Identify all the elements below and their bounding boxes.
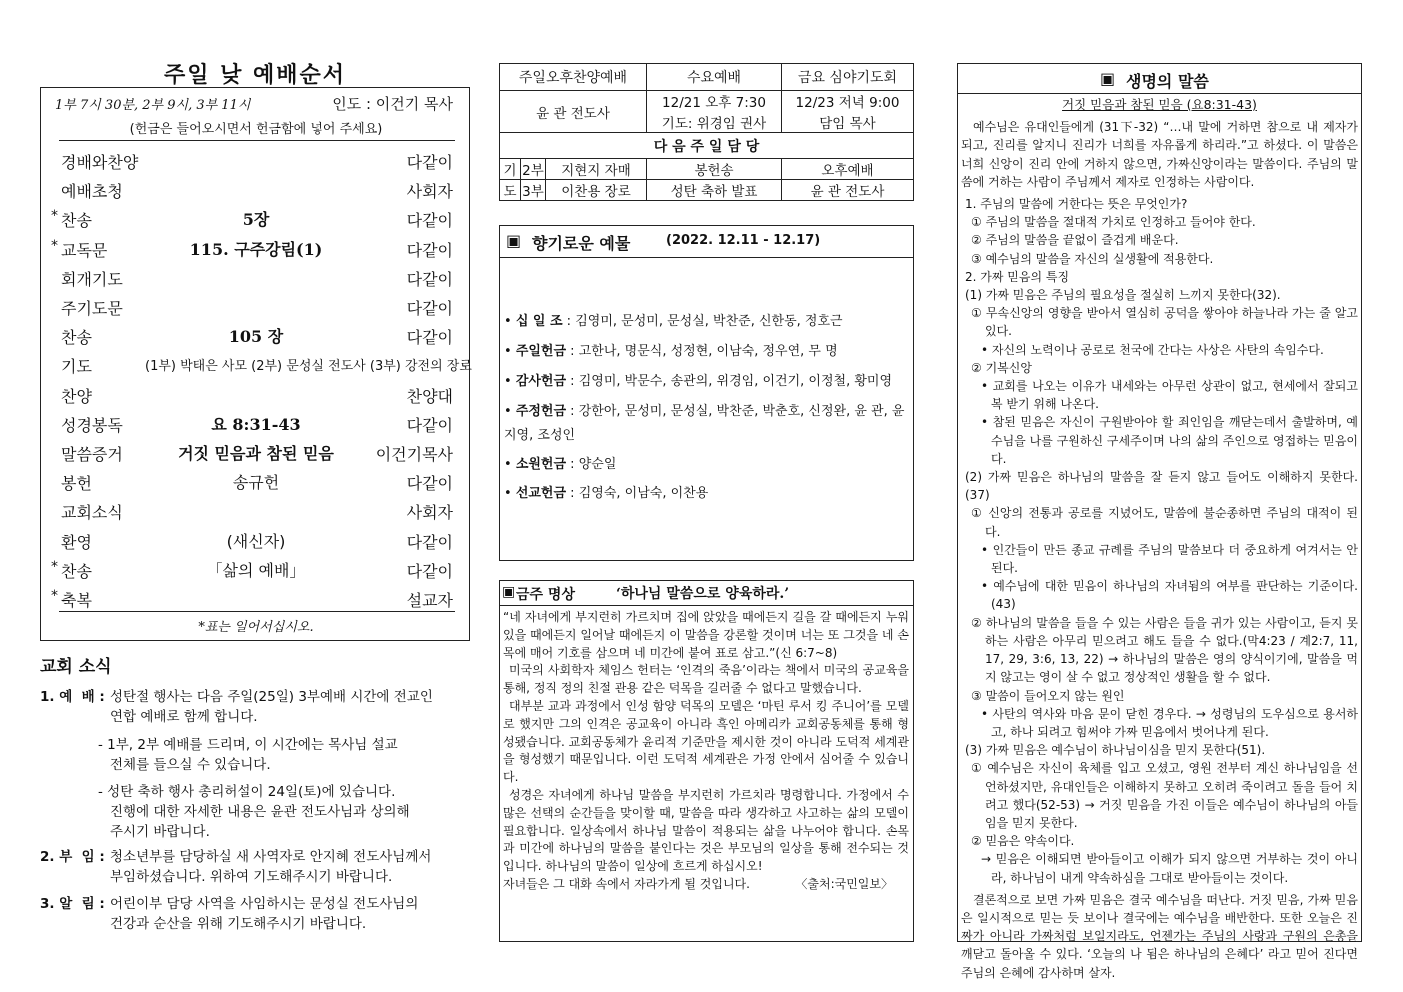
- news-line: - 1부, 2부 예배를 드리며, 이 시간에는 목사님 설교: [98, 737, 398, 753]
- order-item-person: 다같이: [406, 532, 453, 552]
- order-item-detail: 송규헌: [232, 473, 280, 493]
- offering-names: 김영미, 박문수, 송관의, 위경임, 이건기, 이정철, 황미영: [578, 374, 893, 389]
- order-item-label: 성경봉독: [61, 415, 123, 435]
- meditation-paragraph: 대부분 교과 과정에서 인성 함양 덕목의 모델은 ‘마틴 루서 킹 주니어’를 모델로 했지만 그의 인격은 공교육이 아니라 흑인 아메리카 교회공동체를 통해 형성됐습니다. 교회공동체가 윤리적 기준만을 제시한 것이 아니라 도덕적 세계관을 형성했기 때문입니다. 이런 도덕적 세계관은 가정 안에서 심어줄 수 있습니다.: [503, 698, 909, 785]
- sermon-outline-line: ② 하나님의 말씀을 들을 수 있는 사람은 들을 귀가 있는 사람이고, 듣지 못하는 사람은 아무리 믿으려고 해도 들을 수 없다.(막4:23 / 계2:7, 11, 17, 29, 3:6, 13, 22) → 하나님의 말씀은 영의 양식이기에, 말씀을 먹지 않고는 영이 살 수 없고 정상적인 생활을 할 수 없다.: [971, 615, 1358, 685]
- order-row: [41, 438, 471, 467]
- order-item-label: 환영: [61, 532, 92, 552]
- meditation-header: [500, 581, 913, 606]
- order-row: [41, 146, 471, 175]
- meditation-text: [503, 609, 909, 894]
- order-row: [41, 234, 471, 263]
- sermon-outline-line: ③ 말씀이 들어오지 않는 원인: [971, 688, 1125, 703]
- offering-category: 주정헌금: [515, 404, 567, 419]
- order-item-person: 다같이: [406, 240, 453, 260]
- offering-item: • 주일헌금 : 고한나, 명문식, 성정현, 이남숙, 정우연, 무 명: [504, 344, 838, 359]
- schedule-cell: 12/21 오후 7:30: [647, 91, 782, 112]
- sermon-outline-line: • 사탄의 역사와 마음 문이 닫힌 경우다. → 성령님의 도우심으로 용서하고, 하나 되려고 힘써야 가짜 믿음에서 벗어나게 된다.: [981, 706, 1358, 739]
- news-label: 2. 부 임 :: [40, 849, 105, 865]
- schedule-cell: 윤 관 전도사: [500, 91, 647, 133]
- sermon-section-title: 생명의 말씀: [1126, 72, 1209, 91]
- news-label: 3. 알 림 :: [40, 896, 105, 912]
- order-item-label: 말씀증거: [61, 445, 123, 464]
- standing-note: *표는 일어서십시오.: [198, 620, 314, 635]
- news-line: 부임하셨습니다. 위하여 기도해주시기 바랍니다.: [110, 869, 393, 885]
- offering-category: 소원헌금: [515, 457, 567, 472]
- order-item-person: 다같이: [406, 211, 453, 231]
- order-item-person: 다같이: [406, 328, 453, 348]
- order-item-person: 다같이: [406, 153, 453, 172]
- sermon-outline-line: ② 기복신앙: [971, 360, 1032, 375]
- order-row: [41, 321, 471, 350]
- offering-category: 선교헌금: [515, 486, 567, 501]
- sermon-conclusion: 결론적으로 보면 가짜 믿음은 결국 예수님을 떠난다. 거짓 믿음, 가짜 믿음은 일시적으로 믿는 듯 보이나 결국에는 예수님을 배반한다. 또한 오늘은 진짜가 아니라 가짜처럼 보일지라도, 언젠가는 주님의 사랑과 구원의 은총을 깨닫고 돌아올 수 있다. ‘오늘의 나 됨은 하나님의 은혜다’ 라고 믿어 진다면 주님의 은혜에 감사하며 살자.: [961, 892, 1358, 980]
- prayer-detail: (1부) 박태은 사모 (2부) 문성실 전도사 (3부) 강전의 장로: [145, 359, 472, 375]
- order-item-person: 이건기목사: [375, 445, 453, 464]
- sermon-outline-line: ① 주님의 말씀을 절대적 가치로 인정하고 들어야 한다.: [971, 215, 1256, 230]
- order-item-label: 찬송: [61, 328, 92, 348]
- schedule-header: 주일오후찬양예배: [500, 64, 647, 91]
- order-item-person: 사회자: [406, 503, 453, 523]
- square-icon: ▣: [1100, 69, 1116, 88]
- order-item-label: 봉헌: [61, 474, 92, 494]
- order-item-label: 교회소식: [61, 503, 123, 523]
- news-line: 전체를 들으실 수 있습니다.: [110, 757, 271, 773]
- offering-item: • 선교헌금 : 김영숙, 이남숙, 이찬용: [504, 486, 709, 501]
- order-item-label: 찬송: [61, 211, 92, 231]
- order-row: [41, 380, 471, 409]
- order-row: [41, 350, 471, 379]
- sermon-outline-line: ① 무속신앙의 영향을 받아서 열심히 공덕을 쌓아야 하늘나라 가는 줄 알고 있다.: [971, 306, 1358, 339]
- order-item-person: 사회자: [406, 182, 453, 202]
- standing-mark: *: [51, 208, 58, 225]
- schedule-cell: 담임 목사: [782, 112, 914, 133]
- order-item-person: 다같이: [406, 474, 453, 494]
- offering-names: 양순일: [578, 457, 617, 472]
- order-row: [41, 496, 471, 525]
- news-title: 교회 소식: [40, 657, 112, 677]
- sermon-outline-line: 2. 가짜 믿음의 특징: [965, 269, 1070, 284]
- offering-category: 십 일 조: [515, 314, 563, 329]
- news-line: 성탄절 행사는 다음 주일(25일) 3부예배 시간에 전교인: [110, 689, 433, 705]
- standing-mark: *: [51, 558, 58, 575]
- order-row: [41, 555, 471, 584]
- order-item-detail: 요 8:31-43: [211, 414, 301, 434]
- news-label: 1. 예 배 :: [40, 689, 105, 705]
- offering-names: 고한나, 명문식, 성정현, 이남숙, 정우연, 무 명: [578, 344, 838, 359]
- order-item-label: 회개기도: [61, 269, 123, 289]
- news-line: 진행에 대한 자세한 내용은 윤관 전도사님과 상의해: [110, 804, 410, 820]
- prayer-side-label: 도: [500, 180, 521, 201]
- order-row: [41, 526, 471, 555]
- divider: [59, 611, 455, 612]
- sermon-outline-line: • 자신의 노력이나 공로로 천국에 간다는 사상은 사탄의 속임수다.: [981, 342, 1324, 357]
- offerings-box: [499, 225, 914, 561]
- sermon-outline-line: • 참된 믿음은 자신이 구원받아야 할 죄인임을 깨닫는데서 출발하며, 예수님을 나를 구원하신 구세주이며 나의 삶의 주인으로 영접하는 믿음이다.: [981, 415, 1358, 466]
- order-row: [41, 292, 471, 321]
- sermon-outline-line: ① 예수님은 자신이 육체를 입고 오셨고, 영원 전부터 계신 하나님임을 선언하셨지만, 유대인들은 이해하지 못하고 오히려 죽이려고 돌을 들어 치려고 했다(52-53) → 거짓 믿음을 가진 이들은 예수님이 하나님의 아들임을 믿지 못한다.: [971, 761, 1358, 830]
- offering-note: (헌금은 들어오시면서 헌금함에 넣어 주세요): [129, 122, 383, 137]
- standing-mark: *: [51, 588, 58, 604]
- sermon-outline-line: • 인간들이 만든 종교 규례를 주님의 말씀보다 더 중요하게 여겨서는 안 된다.: [981, 542, 1358, 576]
- meditation-paragraph: 자녀들은 그 대화 속에서 자라가게 될 것입니다.: [503, 876, 750, 891]
- sermon-outline-line: (2) 가짜 믿음은 하나님의 말씀을 잘 듣지 않고 들어도 이해하지 못한다.(37): [965, 470, 1358, 503]
- offering-item: • 감사헌금 : 김영미, 박문수, 송관의, 위경임, 이건기, 이정철, 황미영: [504, 374, 893, 389]
- order-item-detail: (새신자): [226, 531, 286, 551]
- order-item-label: 찬양: [61, 386, 92, 406]
- evening-head: 오후예배: [782, 159, 914, 180]
- news-line: 연합 예배로 함께 합니다.: [110, 709, 258, 725]
- meditation-box: [499, 580, 914, 942]
- order-title: 주일 낮 예배순서: [163, 62, 347, 88]
- offering-category: 감사헌금: [515, 374, 567, 389]
- sermon-intro: 예수님은 유대인들에게 (31下-32) “…내 말에 거하면 참으로 내 제자가 되고, 진리를 알지니 진리가 너희를 자유롭게 하리라.”고 하셨다. 이 말씀은 너희 신앙이 진리 안에 거하지 않으면, 가짜신앙이라는 말씀이다. 주님의 말씀에 거하는 사람이 주님께서 제자로 인정하는 사람이다.: [961, 120, 1358, 189]
- order-item-person: 찬양대: [406, 386, 453, 406]
- news-line: 건강과 순산을 위해 기도해주시기 바랍니다.: [110, 916, 367, 932]
- sermon-outline-line: (1) 가짜 믿음은 주님의 필요성을 절실히 느끼지 못한다(32).: [965, 288, 1281, 303]
- prayer-name: 이찬용 장로: [546, 180, 647, 201]
- order-item-label: 주기도문: [61, 299, 123, 318]
- offering-names: 강한아, 문성미, 문성실, 박찬준, 박춘호, 신정완, 윤 관, 윤지영, 조성인: [504, 404, 905, 443]
- schedule-header: 수요예배: [647, 64, 782, 91]
- prayer-name: 지현지 자매: [546, 159, 647, 180]
- order-item-person: 다같이: [406, 269, 453, 289]
- sermon-outline-line: • 예수님에 대한 믿음이 하나님의 자녀됨의 여부를 판단하는 기준이다.(43): [981, 579, 1358, 612]
- meditation-paragraph: 성경은 자녀에게 하나님 말씀을 부지런히 가르치라 명령합니다. 가정에서 수많은 선택의 순간들을 맞이할 때, 말씀을 따라 생각하고 사고하는 삶의 모델이 필요합니다. 일상속에서 하나님 말씀이 적용되는 삶을 나누어야 합니다. 손목과 미간에 하나님의 말씀을 붙인다는 것은 부모님의 일상을 통해 전수되는 것입니다. 하나님의 말씀이 일상에 흐르게 하십시오!: [503, 787, 909, 874]
- sermon-text: [961, 96, 1358, 982]
- order-row: [41, 204, 471, 233]
- order-item-detail: 115. 구주강림(1): [189, 239, 323, 259]
- order-item-label: 기도: [61, 357, 92, 377]
- offering-category: 주일헌금: [515, 344, 567, 359]
- sermon-outline-line: → 믿음은 이해되면 받아들이고 이해가 되지 않으면 거부하는 것이 아니라, 하나님이 내게 약속하심을 그대로 받아들이는 것이다.: [981, 852, 1358, 885]
- evening-value: 윤 관 전도사: [782, 180, 914, 201]
- order-item-person: 다같이: [406, 415, 453, 435]
- offering-names: 김영미, 문성미, 문성실, 박찬준, 신한동, 정호근: [575, 314, 843, 329]
- sermon-outline-line: ② 믿음은 약속이다.: [971, 834, 1075, 849]
- part-label: 2부: [521, 159, 546, 180]
- service-leader: 인도 : 이건기 목사: [332, 95, 453, 113]
- offerings-period: (2022. 12.11 - 12.17): [666, 233, 821, 248]
- meditation-paragraph: 미국의 사회학자 체임스 헌터는 ‘인격의 죽음’이라는 책에서 미국의 공교육을 통해, 정직 정의 친절 관용 같은 덕목을 길러줄 수 없다고 말했습니다.: [503, 663, 909, 696]
- meditation-source: 〈출처:국민일보〉: [795, 876, 893, 891]
- offering-item: • 주정헌금 : 강한아, 문성미, 문성실, 박찬준, 박춘호, 신정완, 윤 관, 윤지영, 조성인: [504, 404, 905, 443]
- meditation-paragraph: “네 자녀에게 부지런히 가르치며 집에 앉았을 때에든지 길을 갈 때에든지 누워 있을 때에든지 일어날 때에든지 이 말씀을 강론할 것이며 너는 또 그것을 네 손목에 매어 기호를 삼으며 네 미간에 붙여 표로 삼고.”(신 6:7~8): [503, 610, 909, 660]
- next-week-title: 다 음 주 일 담 당: [500, 133, 914, 159]
- sermon-outline-line: ① 신앙의 전통과 공로를 지녔어도, 말씀에 불순종하면 주님의 대적이 된다.: [971, 506, 1358, 539]
- sermon-header: [958, 64, 1361, 94]
- sermon-outline-line: (3) 가짜 믿음은 예수님이 하나님이심을 믿지 못한다(51).: [965, 743, 1266, 758]
- order-item-detail: 「삶의 예배」: [206, 560, 306, 580]
- order-item-label: 예배초청: [61, 182, 123, 202]
- offering-names: 김영숙, 이남숙, 이찬용: [578, 486, 709, 501]
- sermon-outline-line: 1. 주님의 말씀에 거한다는 뜻은 무엇인가?: [965, 197, 1188, 212]
- news-line: - 성탄 축하 행사 총리허설이 24일(토)에 있습니다.: [98, 784, 396, 800]
- schedule-table: [499, 63, 914, 201]
- order-item-detail: 거짓 믿음과 참된 믿음: [178, 444, 334, 463]
- sermon-outline-line: • 교회를 나오는 이유가 내세와는 아무런 상관이 없고, 현세에서 잘되고 복 받기 위해 나온다.: [981, 379, 1358, 412]
- order-row: [41, 175, 471, 204]
- sermon-box: [957, 63, 1362, 980]
- offerings-title: 향기로운 예물: [532, 234, 631, 253]
- square-icon: ▣: [502, 584, 516, 600]
- meditation-label: 금주 명상: [516, 587, 575, 603]
- schedule-header: 금요 심야기도회: [782, 64, 914, 91]
- news-line: 청소년부를 담당하실 새 사역자로 안지혜 전도사님께서: [110, 849, 432, 865]
- schedule-cell: 12/23 저녁 9:00: [782, 91, 914, 112]
- offering-song-value: 성탄 축하 발표: [647, 180, 782, 201]
- offering-song-head: 봉헌송: [647, 159, 782, 180]
- order-item-person: 설교자: [406, 591, 453, 610]
- order-row: [41, 467, 471, 496]
- news-line: 어린이부 담당 사역을 사임하시는 문성실 전도사님의: [110, 896, 419, 912]
- sermon-outline-line: ② 주님의 말씀을 끝없이 즐겁게 배운다.: [971, 233, 1179, 248]
- square-icon: ▣: [506, 231, 522, 250]
- order-row: [41, 263, 471, 292]
- order-item-detail: 5장: [242, 210, 270, 230]
- order-item-person: 다같이: [406, 561, 453, 581]
- order-item-label: 경배와찬양: [61, 153, 139, 172]
- order-row: [41, 584, 471, 613]
- meditation-title: ‘하나님 말씀으로 양육하라.’: [616, 586, 790, 602]
- order-item-label: 찬송: [61, 561, 92, 581]
- order-item-detail: 105 장: [228, 327, 284, 347]
- sermon-outline: [961, 195, 1358, 887]
- news-line: 주시기 바랍니다.: [110, 824, 210, 840]
- order-item-label: 교독문: [61, 240, 108, 260]
- standing-mark: *: [51, 237, 58, 254]
- order-row: [41, 409, 471, 438]
- offerings-header: [500, 226, 913, 258]
- order-item-person: 다같이: [406, 299, 453, 318]
- divider: [59, 140, 455, 141]
- offering-item: • 십 일 조 : 김영미, 문성미, 문성실, 박찬준, 신한동, 정호근: [504, 314, 843, 329]
- part-label: 3부: [521, 180, 546, 201]
- service-times: 1부 7시 30분, 2부 9시, 3부 11시: [55, 98, 251, 113]
- sermon-outline-line: ③ 예수님의 말씀을 자신의 실생활에 적용한다.: [971, 251, 1214, 266]
- order-item-label: 축복: [61, 591, 92, 610]
- prayer-side-label: 기: [500, 159, 521, 180]
- worship-order-box: [40, 87, 470, 641]
- schedule-cell: 기도: 위경임 권사: [647, 112, 782, 133]
- sermon-title: 거짓 믿음과 참된 믿음 (요8:31-43): [1062, 97, 1257, 112]
- offering-item: • 소원헌금 : 양순일: [504, 457, 617, 472]
